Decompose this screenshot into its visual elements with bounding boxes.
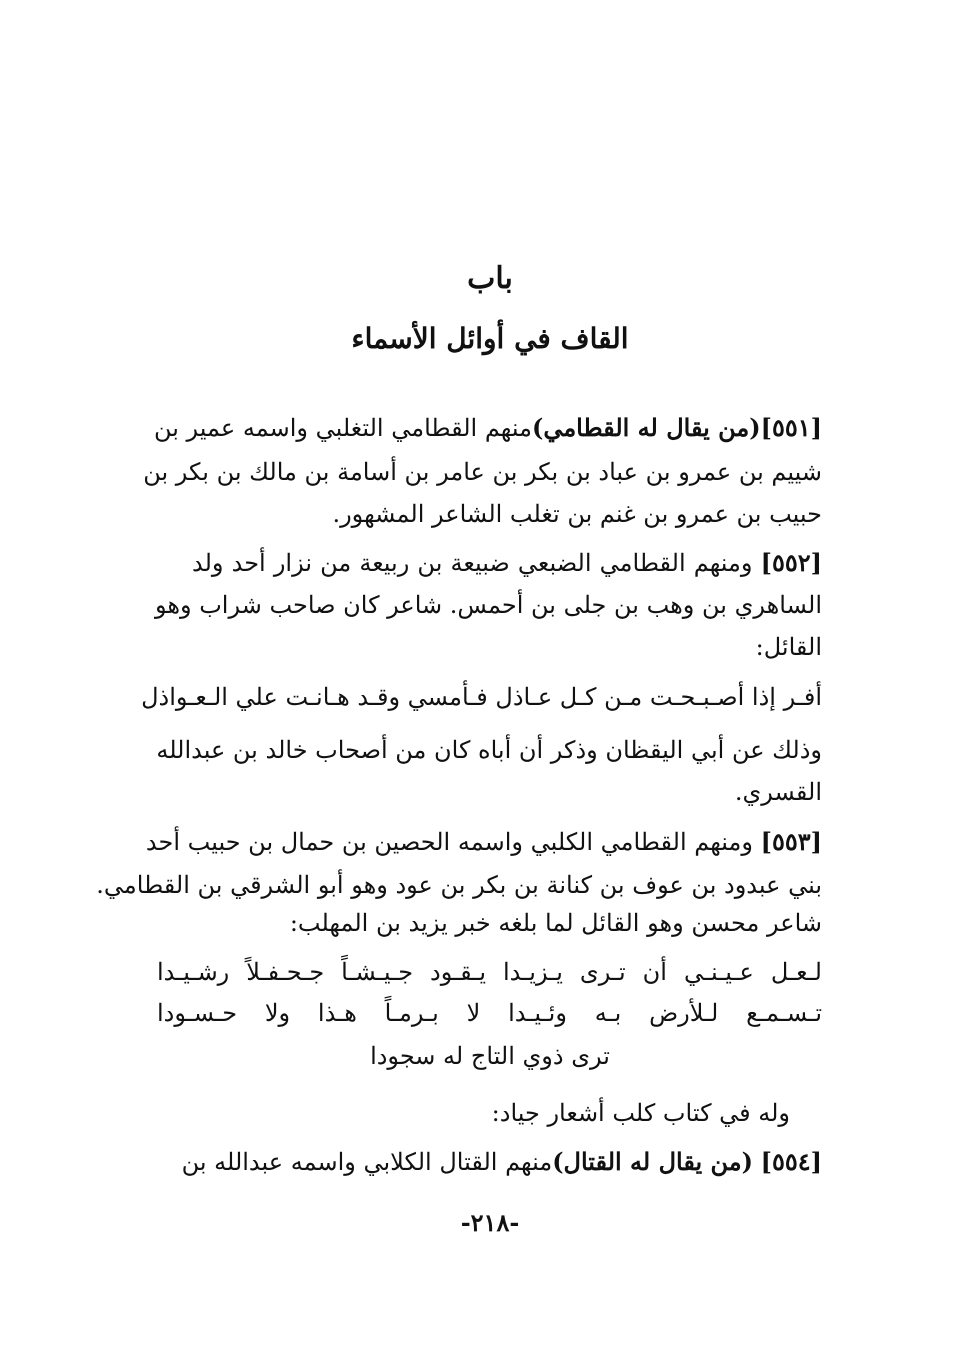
entry-552-line-3: القائل: <box>755 633 822 661</box>
entry-553-line-2: بني عبدود بن عوف بن كنانة بن بكر بن عود وهو أبو الشرقي بن القطامي. <box>96 871 822 899</box>
entry-text: ومنهم القطامي الضبعي ضبيعة بن ربيعة من نزار أحد ولد <box>192 549 753 577</box>
entry-label: [٥٥١] <box>760 413 822 442</box>
entry-label: [٥٥٣] <box>760 827 822 856</box>
poem-line-1: لـعـل عـيـنـي أن تـرى يـزيـدا يـقـود جـيـشـاً جـحـفـلاً رشـيـدا <box>157 958 822 986</box>
entry-552-line-2: الساهري بن وهب بن جلى بن أحمس. شاعر كان صاحب شراب وهو <box>154 591 822 619</box>
remark-line: وله في كتاب كلب أشعار جياد: <box>491 1099 790 1127</box>
note-line-1: وذلك عن أبي اليقظان وذكر أن أباه كان من أصحاب خالد بن عبدالله <box>156 736 822 764</box>
entry-553-line-1 <box>145 825 822 859</box>
page-number: -٢١٨- <box>460 1208 520 1237</box>
entry-label: [٥٥٤] <box>760 1147 822 1176</box>
verse-line: أفـر إذا أصـبـحـت مـن كـل عـاذل فـأمسي وقـد هـانـت علي الـعـواذل <box>141 683 822 711</box>
entry-552-line-1 <box>192 546 822 580</box>
chapter-subtitle: القاف في أوائل الأسماء <box>351 322 629 355</box>
entry-text: منهم القتال الكلابي واسمه عبدالله بن <box>181 1148 553 1176</box>
entry-554-line-1 <box>181 1145 822 1179</box>
entry-551-line-2: شييم بن عمرو بن عباد بن بكر بن عامر بن أسامة بن مالك بن بكر بن <box>143 458 822 486</box>
entry-text: ومنهم القطامي الكلبي واسمه الحصين بن حمال بن حبيب أحد <box>145 828 753 856</box>
chapter-title: باب <box>467 261 513 296</box>
entry-553-line-3: شاعر محسن وهو القائل لما بلغه خبر يزيد بن المهلب: <box>289 909 822 937</box>
entry-heading: (من يقال له القتال) <box>552 1147 753 1176</box>
poem-line-2: تـسـمـع لـلأرض بـه وئـيـدا لا بـرمـاً هـذا ولا حـسـودا <box>157 999 822 1027</box>
entry-551-line-3: حبيب بن عمرو بن غنم بن تغلب الشاعر المشهور. <box>332 500 822 528</box>
note-line-2: القسري. <box>734 778 822 806</box>
poem-line-3: ترى ذوي التاج له سجودا <box>370 1042 610 1070</box>
entry-text: منهم القطامي التغلبي واسمه عمير بن <box>153 414 532 442</box>
entry-label: [٥٥٢] <box>760 548 822 577</box>
entry-551-line-1 <box>153 411 822 445</box>
entry-heading: (من يقال له القطامي) <box>531 413 761 442</box>
